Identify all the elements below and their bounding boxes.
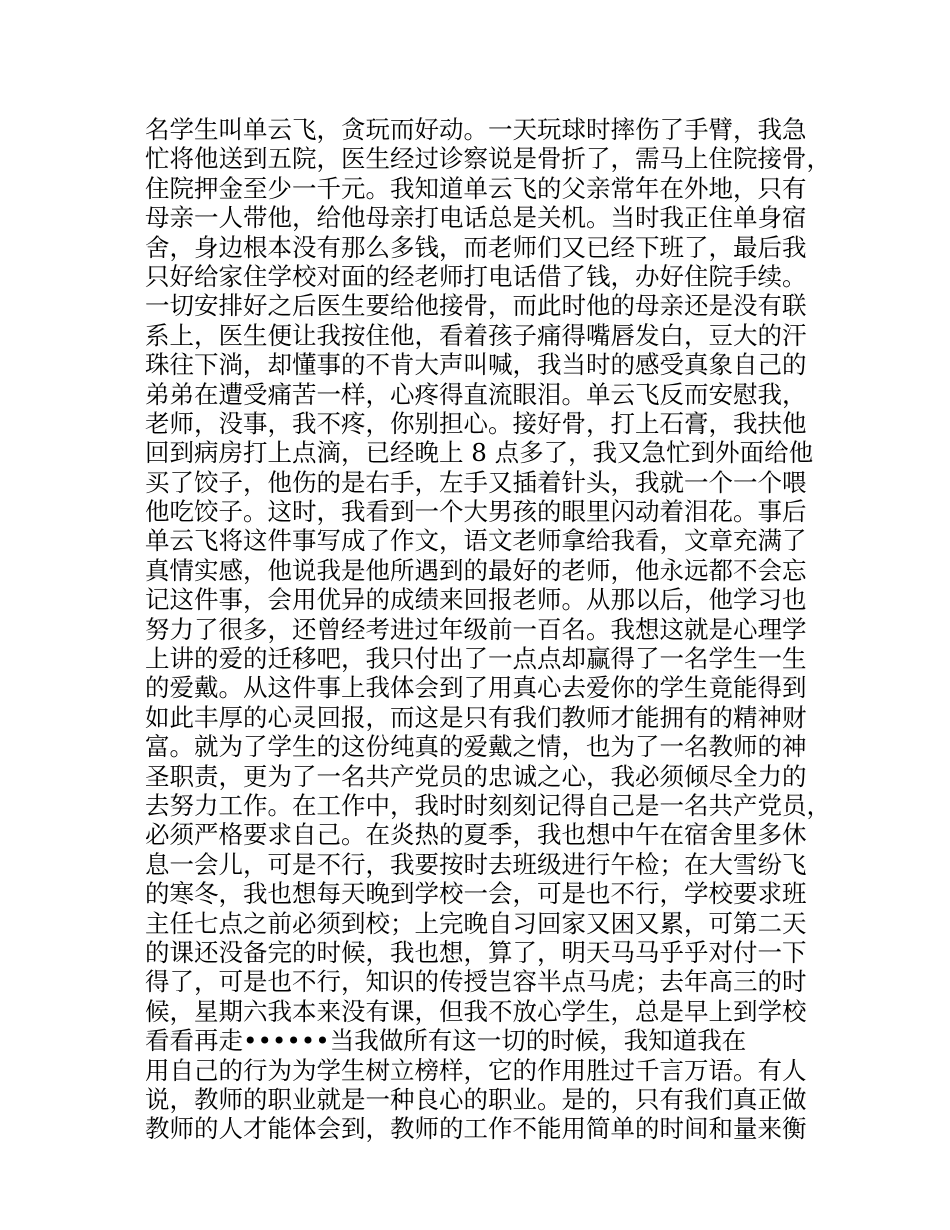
text-line: 单云飞将这件事写成了作文，语文老师拿给我看，文章充满了 [145,526,807,556]
text-line: 看看再走••••••当我做所有这一切的时候，我知道我在 [145,1026,747,1056]
text-line: 只好给家住学校对面的经老师打电话借了钱，办好住院手续。 [145,261,807,291]
text-line: 一切安排好之后医生要给他接骨，而此时他的母亲还是没有联 [145,291,807,321]
text-line: 系上，医生便让我按住他，看着孩子痛得嘴唇发白，豆大的汗 [145,320,807,350]
text-line: 必须严格要求自己。在炎热的夏季，我也想中午在宿舍里多休 [145,820,807,850]
text-line: 他吃饺子。这时，我看到一个大男孩的眼里闪动着泪花。事后 [145,497,807,527]
text-line: 努力了很多，还曾经考进过年级前一百名。我想这就是心理学 [145,614,807,644]
text-line: 如此丰厚的心灵回报，而这是只有我们教师才能拥有的精神财 [145,702,807,732]
text-line: 记这件事，会用优异的成绩来回报老师。从那以后，他学习也 [145,585,807,615]
text-line: 名学生叫单云飞，贪玩而好动。一天玩球时摔伤了手臂，我急 [145,115,807,144]
text-line: 圣职责，更为了一名共产党员的忠诚之心，我必须倾尽全力的 [145,761,807,791]
text-line: 得了，可是也不行，知识的传授岂容半点马虎；去年高三的时 [145,967,807,997]
text-line: 买了饺子，他伤的是右手，左手又插着针头，我就一个一个喂 [145,467,807,497]
text-line: 住院押金至少一千元。我知道单云飞的父亲常年在外地，只有 [145,173,807,203]
text-line: 去努力工作。在工作中，我时时刻刻记得自己是一名共产党员， [145,790,831,820]
text-line: 的寒冬，我也想每天晚到学校一会，可是也不行，学校要求班 [145,879,807,909]
text-line: 的爱戴。从这件事上我体会到了用真心去爱你的学生竟能得到 [145,673,807,703]
text-line: 说，教师的职业就是一种良心的职业。是的，只有我们真正做 [145,1084,807,1114]
text-line: 老师，没事，我不疼，你别担心。接好骨，打上石膏，我扶他 [145,408,807,438]
text-line: 回到病房打上点滴，已经晚上 8 点多了，我又急忙到外面给他 [145,438,814,468]
text-line: 母亲一人带他，给他母亲打电话总是关机。当时我正住单身宿 [145,203,807,233]
text-line: 上讲的爱的迁移吧，我只付出了一点点却赢得了一名学生一生 [145,644,807,674]
text-line: 候，星期六我本来没有课，但我不放心学生，总是早上到学校 [145,996,807,1026]
body-text [145,115,831,1144]
text-line: 教师的人才能体会到，教师的工作不能用简单的时间和量来衡 [145,1114,807,1144]
text-line: 弟弟在遭受痛苦一样，心疼得直流眼泪。单云飞反而安慰我， [145,379,807,409]
text-line: 珠往下淌，却懂事的不肯大声叫喊，我当时的感受真象自己的 [145,350,807,380]
text-line: 真情实感，他说我是他所遇到的最好的老师，他永远都不会忘 [145,555,807,585]
text-line: 用自己的行为为学生树立榜样，它的作用胜过千言万语。有人 [145,1055,807,1085]
text-line: 舍，身边根本没有那么多钱，而老师们又已经下班了，最后我 [145,232,807,262]
text-line: 息一会儿，可是不行，我要按时去班级进行午检；在大雪纷飞 [145,849,807,879]
text-line: 的课还没备完的时候，我也想，算了，明天马马乎乎对付一下 [145,937,807,967]
text-line: 富。就为了学生的这份纯真的爱戴之情，也为了一名教师的神 [145,732,807,762]
text-line: 忙将他送到五院，医生经过诊察说是骨折了，需马上住院接骨， [145,144,831,174]
text-line: 主任七点之前必须到校；上完晚自习回家又困又累，可第二天 [145,908,807,938]
